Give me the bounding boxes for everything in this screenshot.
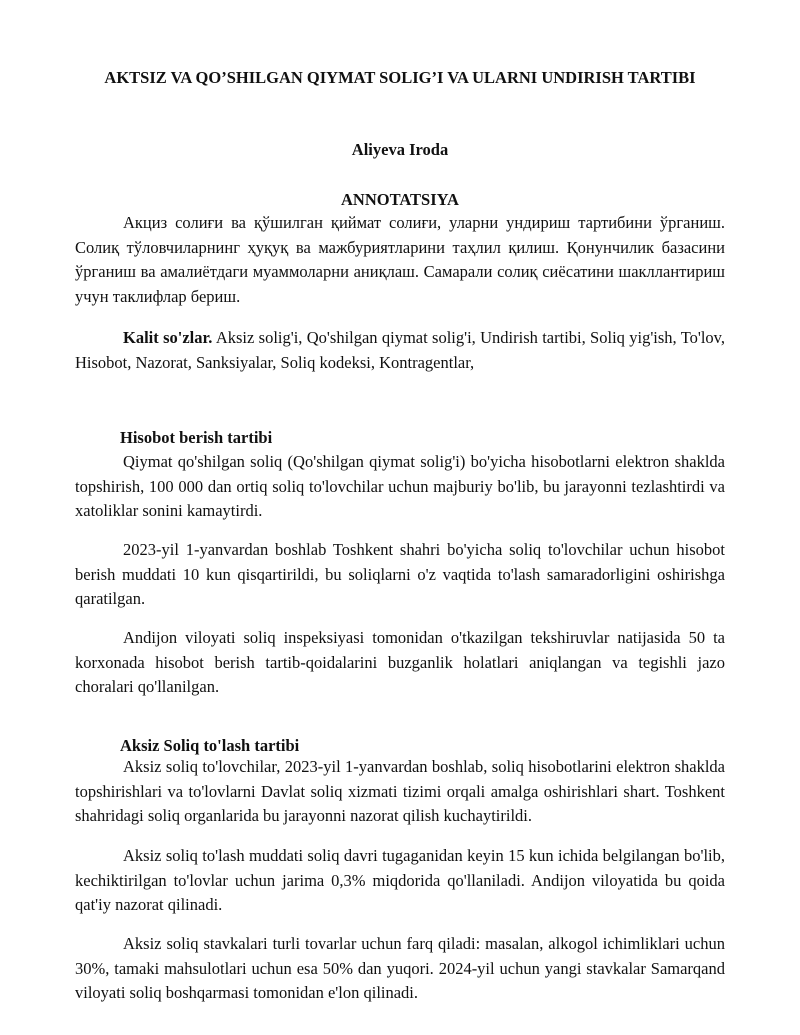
annotation-text: Акциз солиғи ва қўшилган қиймат солиғи, уларни ундириш тартибини ўрганиш. Солиқ тўловчиларнинг ҳуқуқ ва мажбуриятларини таҳлил қилиш. Қонунчилик базасини ўрганиш ва амалиётдаги муаммоларни аниқлаш. Самарали солиқ сиёсатини шакллантириш учун таклифлар бериш. <box>75 213 725 306</box>
section-heading-reporting: Hisobot berish tartibi <box>120 428 273 447</box>
section-paragraph: Andijon viloyati soliq inspeksiyasi tomonidan o'tkazilgan tekshiruvlar natijasida 50 ta korxonada hisobot berish tartib-qoidalarini buzganlik holatlari aniqlangan va tegishli jazo choralari qo'llanilgan. <box>75 628 725 696</box>
author-name: Aliyeva Iroda <box>351 140 449 159</box>
section-paragraph: Qiymat qo'shilgan soliq (Qo'shilgan qiymat solig'i) bo'yicha hisobotlarni elektron shaklda topshirish, 100 000 dan ortiq soliq to'lovchilar uchun majburiy bo'lib, bu jarayonni tezlashtirdi va xatoliklar sonini kamaytirdi. <box>75 452 725 520</box>
section-paragraph: Aksiz soliq stavkalari turli tovarlar uchun farq qiladi: masalan, alkogol ichimliklari uchun 30%, tamaki mahsulotlari uchun esa 50% dan yuqori. 2024-yil uchun yangi stavkalar Samarqand viloyati soliq boshqarmasi tomonidan e'lon qilinadi. <box>75 934 725 1002</box>
section-paragraph: Aksiz soliq to'lash muddati soliq davri tugaganidan keyin 15 kun ichida belgilangan bo'lib, kechiktirilgan to'lovlar uchun jarima 0,3% miqdorida qo'llaniladi. Andijon viloyatida bu qoida qat'iy nazorat qilinadi. <box>75 846 725 914</box>
section-heading-excise-payment: Aksiz Soliq to'lash tartibi <box>120 736 300 755</box>
keywords-label: Kalit so'zlar. <box>123 328 213 347</box>
keywords-paragraph <box>75 326 725 375</box>
keywords-text: Aksiz solig'i, Qo'shilgan qiymat solig'i, Undirish tartibi, Soliq yig'ish, To'lov, Hisobot, Nazorat, Sanksiyalar, Soliq kodeksi, Kontragentlar, <box>75 328 725 372</box>
section-paragraph: Aksiz soliq to'lovchilar, 2023-yil 1-yanvardan boshlab, soliq hisobotlarini elektron shaklda topshirishlari va to'lovlarni Davlat soliq xizmati tizimi orqali amalga oshirishlari shart. Toshkent shahridagi soliq organlarida bu jarayonni nazorat qilish kuchaytirildi. <box>75 757 725 825</box>
annotation-heading: ANNOTATSIYA <box>341 190 459 209</box>
document-title: AKTSIZ VA QO’SHILGAN QIYMAT SOLIG’I VA ULARNI UNDIRISH TARTIBI <box>104 68 696 87</box>
section-paragraph: 2023-yil 1-yanvardan boshlab Toshkent shahri bo'yicha soliq to'lovchilar uchun hisobot berish muddati 10 kun qisqartirildi, bu soliqlarni o'z vaqtida to'lash samaradorligini oshirishga qaratilgan. <box>75 540 725 608</box>
